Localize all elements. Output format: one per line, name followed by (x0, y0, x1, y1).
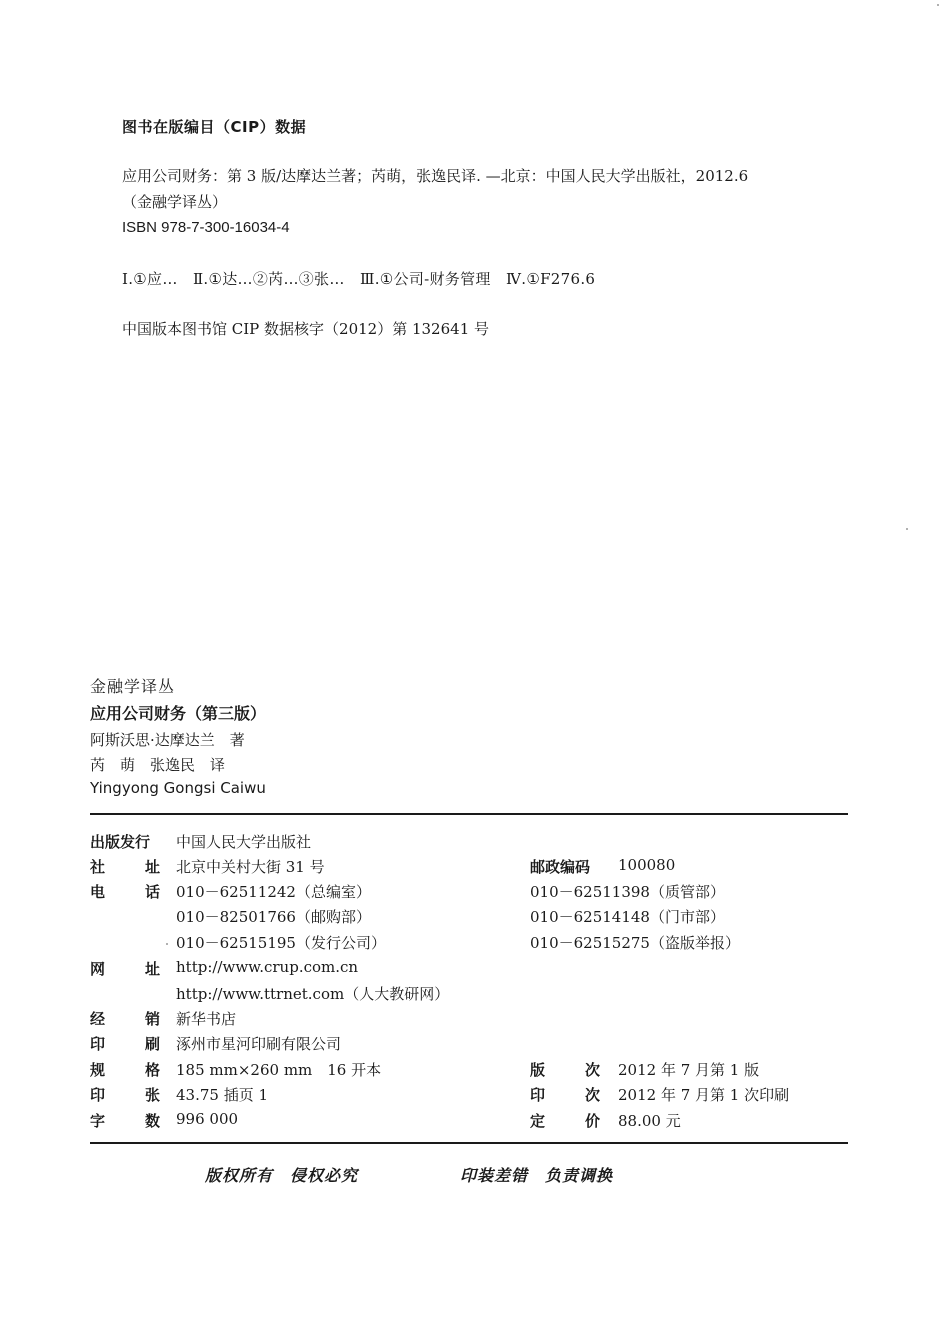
scan-speck (166, 943, 168, 945)
phone-left-2: 010－82501766（邮购部） (176, 908, 371, 926)
words-label: 字 数 (90, 1112, 160, 1130)
web-url-2[interactable]: http://www.ttrnet.com（人大教研网） (176, 985, 450, 1003)
printer-value: 涿州市星河印刷有限公司 (176, 1035, 342, 1053)
bottom-rule (90, 1142, 848, 1144)
spec-value: 185 mm×260 mm 16 开本 (176, 1061, 382, 1079)
price-value: 88.00 元 (618, 1112, 681, 1130)
sheets-label: 印 张 (90, 1086, 160, 1104)
cip-classification: Ⅰ.①应… Ⅱ.①达…②芮…③张… Ⅲ.①公司-财务管理 Ⅳ.①F276.6 (122, 270, 596, 288)
replacement-slogan: 印装差错 负责调换 (460, 1166, 614, 1185)
distributor-value: 新华书店 (176, 1010, 237, 1028)
author-credit: 阿斯沃思·达摩达兰 著 (90, 731, 245, 749)
cip-bibliographic-line: 应用公司财务：第 3 版/达摩达兰著；芮萌，张逸民译. —北京：中国人民大学出版社，2012.6 (122, 167, 749, 185)
printer-label: 印 刷 (90, 1035, 160, 1053)
phone-left-3: 010－62515195（发行公司） (176, 934, 386, 952)
publisher-value: 中国人民大学出版社 (176, 833, 312, 851)
edition-label: 版 次 (530, 1061, 600, 1079)
phone-left-1: 010－62511242（总编室） (176, 883, 371, 901)
scan-speck (937, 4, 939, 6)
cip-catalog-number: 中国版本图书馆 CIP 数据核字（2012）第 132641 号 (122, 320, 490, 338)
spec-label: 规 格 (90, 1061, 160, 1079)
translator-credit: 芮 萌 张逸民 译 (90, 756, 226, 774)
web-url-1[interactable]: http://www.crup.com.cn (176, 958, 359, 976)
sheets-value: 43.75 插页 1 (176, 1086, 269, 1104)
printing-label: 印 次 (530, 1086, 600, 1104)
distributor-label: 经 销 (90, 1010, 160, 1028)
top-rule (90, 813, 848, 815)
cip-isbn: ISBN 978-7-300-16034-4 (122, 219, 290, 236)
book-title: 应用公司财务（第三版） (90, 704, 267, 723)
address-label: 社 址 (90, 858, 160, 876)
price-label: 定 价 (530, 1112, 600, 1130)
address-value: 北京中关村大街 31 号 (176, 858, 325, 876)
scan-speck (906, 528, 908, 530)
book-pinyin-title: Yingyong Gongsi Caiwu (90, 779, 266, 797)
series-name: 金融学译丛 (90, 677, 176, 696)
cip-heading: 图书在版编目（CIP）数据 (122, 118, 307, 136)
postcode-label: 邮政编码 (530, 858, 591, 876)
phone-right-1: 010－62511398（质管部） (530, 883, 725, 901)
printing-value: 2012 年 7 月第 1 次印刷 (618, 1086, 790, 1104)
copyright-slogan: 版权所有 侵权必究 (205, 1166, 359, 1185)
phone-right-2: 010－62514148（门市部） (530, 908, 725, 926)
publisher-label: 出版发行 (90, 833, 151, 851)
cip-series-line: （金融学译丛） (122, 193, 228, 211)
phone-label: 电 话 (90, 883, 160, 901)
postcode-value: 100080 (618, 856, 676, 874)
words-value: 996 000 (176, 1110, 239, 1128)
phone-right-3: 010－62515275（盗版举报） (530, 934, 740, 952)
edition-value: 2012 年 7 月第 1 版 (618, 1061, 760, 1079)
web-label: 网 址 (90, 960, 160, 978)
